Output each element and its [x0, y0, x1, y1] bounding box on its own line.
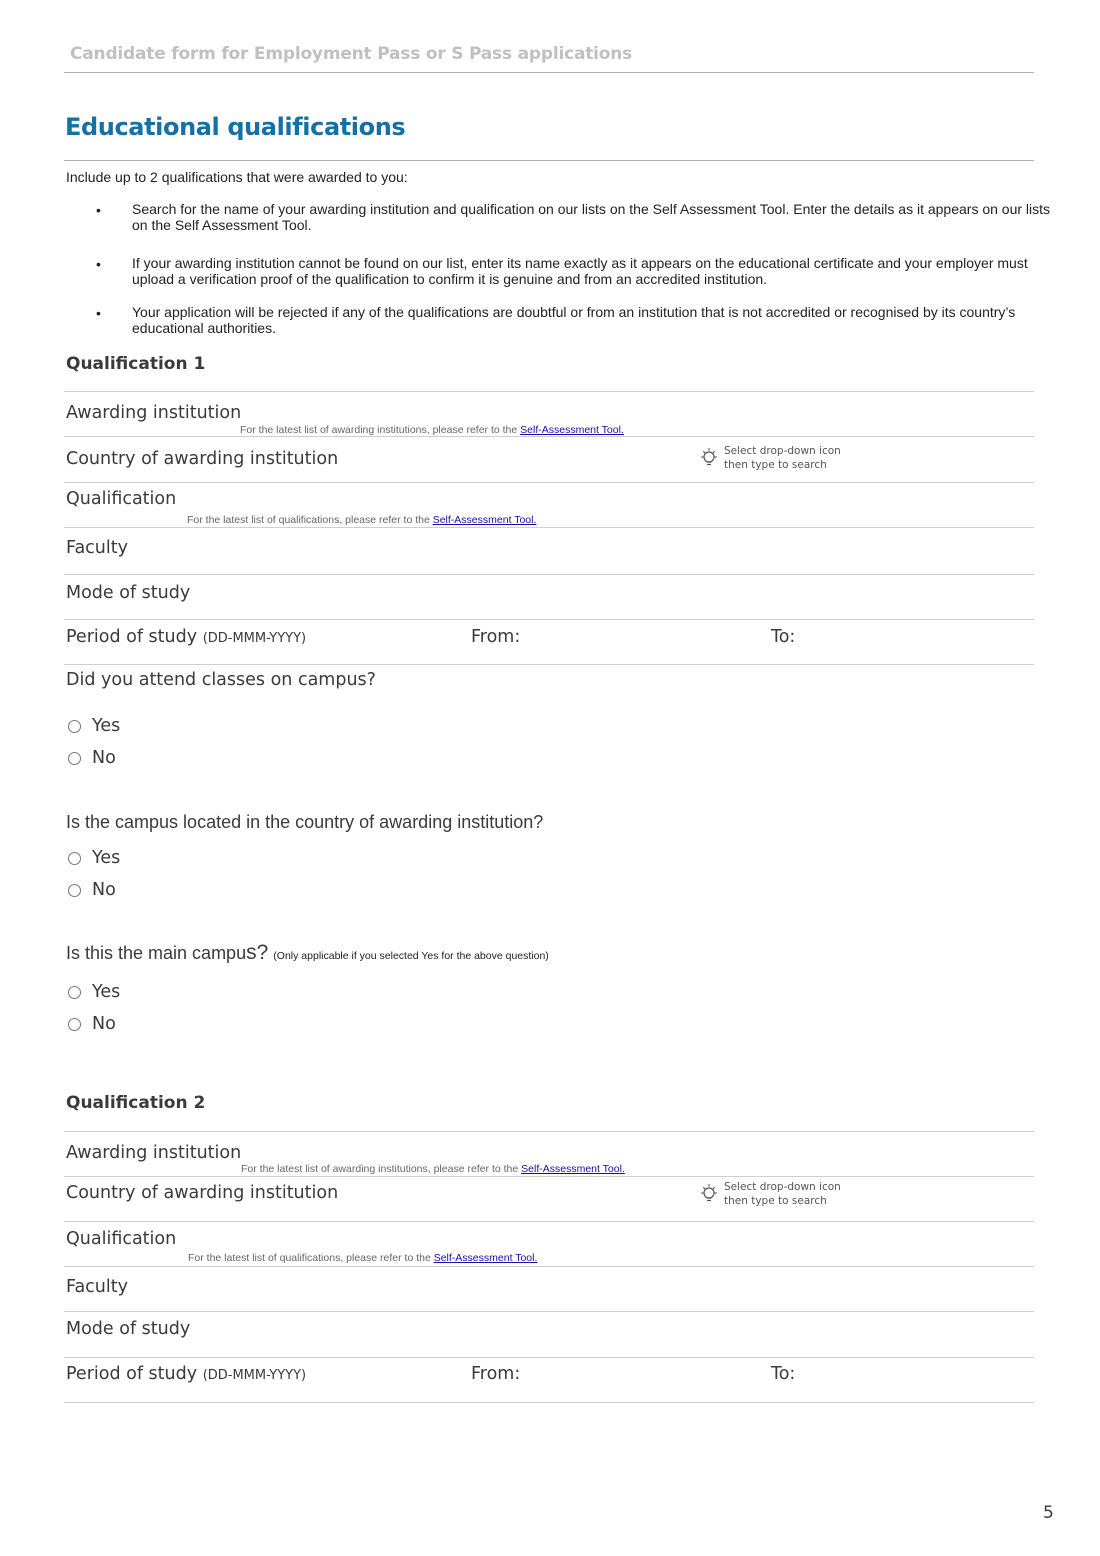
radio-circle-icon — [68, 720, 81, 733]
period-to-label: To: — [771, 1364, 796, 1384]
row-divider — [64, 619, 1034, 620]
bullet-item: If your awarding institution cannot be found on our list, enter its name exactly as it appears on the educational certificate and your employer must upload a verification proof of the qualification to confirm it is genuine and from an accredited institution. — [132, 255, 1028, 287]
qualification-field-1[interactable] — [330, 487, 680, 513]
mode-of-study-field-2[interactable] — [330, 1316, 680, 1342]
row-divider — [64, 1311, 1034, 1312]
row-divider — [64, 1131, 1034, 1132]
qualification-field-2[interactable] — [330, 1226, 680, 1252]
radio-circle-icon — [68, 1018, 81, 1031]
row-divider — [64, 482, 1034, 483]
mode-of-study-label: Mode of study — [66, 1319, 191, 1339]
row-divider — [64, 1266, 1034, 1267]
qualification-note: For the latest list of qualifications, please refer to the Self-Assessment Tool. — [187, 514, 537, 526]
radio-main-campus-no[interactable]: No — [68, 1014, 188, 1036]
bullet-mark: • — [96, 256, 101, 272]
row-divider — [64, 574, 1034, 575]
qualification-1-heading: Qualification 1 — [66, 354, 206, 374]
radio-location-no[interactable]: No — [68, 880, 188, 902]
radio-circle-icon — [68, 986, 81, 999]
faculty-label: Faculty — [66, 1277, 128, 1297]
bullet-item: Your application will be rejected if any of the qualifications are doubtful or from an institution that is not accredited or recognised by its country’s educational authorities. — [132, 304, 1016, 336]
section-title: Educational qualifications — [65, 113, 406, 141]
qualification-label: Qualification — [66, 1229, 177, 1249]
institution-note: For the latest list of awarding institutions, please refer to the Self-Assessment Tool. — [240, 424, 624, 436]
radio-location-yes[interactable]: Yes — [68, 848, 188, 870]
row-divider — [64, 391, 1034, 392]
period-to-field-2[interactable] — [810, 1361, 1030, 1387]
page-number: 5 — [1043, 1503, 1054, 1523]
lightbulb-icon — [697, 446, 721, 472]
period-to-field-1[interactable] — [810, 624, 1030, 650]
institution-note: For the latest list of awarding institutions, please refer to the Self-Assessment Tool. — [241, 1163, 625, 1175]
bullet-item: Search for the name of your awarding institution and qualification on our lists on the Self Assessment Tool. Enter the details as it appears on our lists on the Self Assessment Tool. — [132, 201, 1051, 233]
radio-attend-no[interactable]: No — [68, 748, 188, 770]
country-label: Country of awarding institution — [66, 1183, 339, 1203]
period-of-study-label: Period of study (DD-MMM-YYYY) — [66, 1364, 307, 1384]
bullet-mark: • — [96, 202, 101, 218]
row-divider — [64, 664, 1034, 665]
row-divider — [64, 1221, 1034, 1222]
lightbulb-icon — [697, 1182, 721, 1208]
qualification-2-heading: Qualification 2 — [66, 1093, 206, 1113]
awarding-institution-label: Awarding institution — [66, 1143, 242, 1163]
awarding-institution-field-1[interactable] — [330, 400, 680, 426]
period-from-field-1[interactable] — [530, 624, 750, 650]
row-divider — [64, 1357, 1034, 1358]
campus-attendance-question: Did you attend classes on campus? — [66, 670, 376, 690]
radio-circle-icon — [68, 852, 81, 865]
self-assessment-link[interactable]: Self-Assessment Tool. — [520, 424, 624, 436]
faculty-field-1[interactable] — [330, 535, 680, 561]
self-assessment-link[interactable]: Self-Assessment Tool. — [432, 514, 537, 526]
country-label: Country of awarding institution — [66, 449, 339, 469]
campus-location-question: Is the campus located in the country of awarding institution? — [66, 812, 544, 832]
self-assessment-link[interactable]: Self-Assessment Tool. — [521, 1163, 625, 1175]
faculty-field-2[interactable] — [330, 1274, 680, 1300]
mode-of-study-label: Mode of study — [66, 583, 191, 603]
row-divider — [64, 1402, 1034, 1403]
page-header: Candidate form for Employment Pass or S Pass applications — [70, 44, 633, 64]
row-divider — [64, 527, 1034, 528]
faculty-label: Faculty — [66, 538, 128, 558]
header-divider — [64, 72, 1034, 73]
qualification-note: For the latest list of qualifications, please refer to the Self-Assessment Tool. — [188, 1252, 538, 1264]
radio-main-campus-yes[interactable]: Yes — [68, 982, 188, 1004]
awarding-institution-label: Awarding institution — [66, 403, 242, 423]
dropdown-hint: Select drop-down icon then type to search — [697, 444, 867, 476]
period-from-field-2[interactable] — [530, 1361, 750, 1387]
row-divider — [64, 436, 1034, 437]
period-from-label: From: — [471, 1364, 521, 1384]
period-to-label: To: — [771, 627, 796, 647]
radio-attend-yes[interactable]: Yes — [68, 716, 188, 738]
radio-circle-icon — [68, 884, 81, 897]
dropdown-hint: Select drop-down icon then type to search — [697, 1180, 867, 1212]
qualification-label: Qualification — [66, 489, 177, 509]
intro-text: Include up to 2 qualifications that were awarded to you: — [66, 169, 408, 185]
radio-circle-icon — [68, 752, 81, 765]
bullet-mark: • — [96, 305, 101, 321]
row-divider — [64, 1176, 1034, 1177]
title-divider — [64, 160, 1034, 161]
period-of-study-label: Period of study (DD-MMM-YYYY) — [66, 627, 307, 647]
country-dropdown-2[interactable] — [330, 1180, 680, 1206]
mode-of-study-field-1[interactable] — [330, 580, 680, 606]
main-campus-question: Is this the main campus? (Only applicable if you selected Yes for the above question) — [66, 941, 549, 964]
period-from-label: From: — [471, 627, 521, 647]
country-dropdown-1[interactable] — [330, 446, 680, 472]
self-assessment-link[interactable]: Self-Assessment Tool. — [433, 1252, 538, 1264]
